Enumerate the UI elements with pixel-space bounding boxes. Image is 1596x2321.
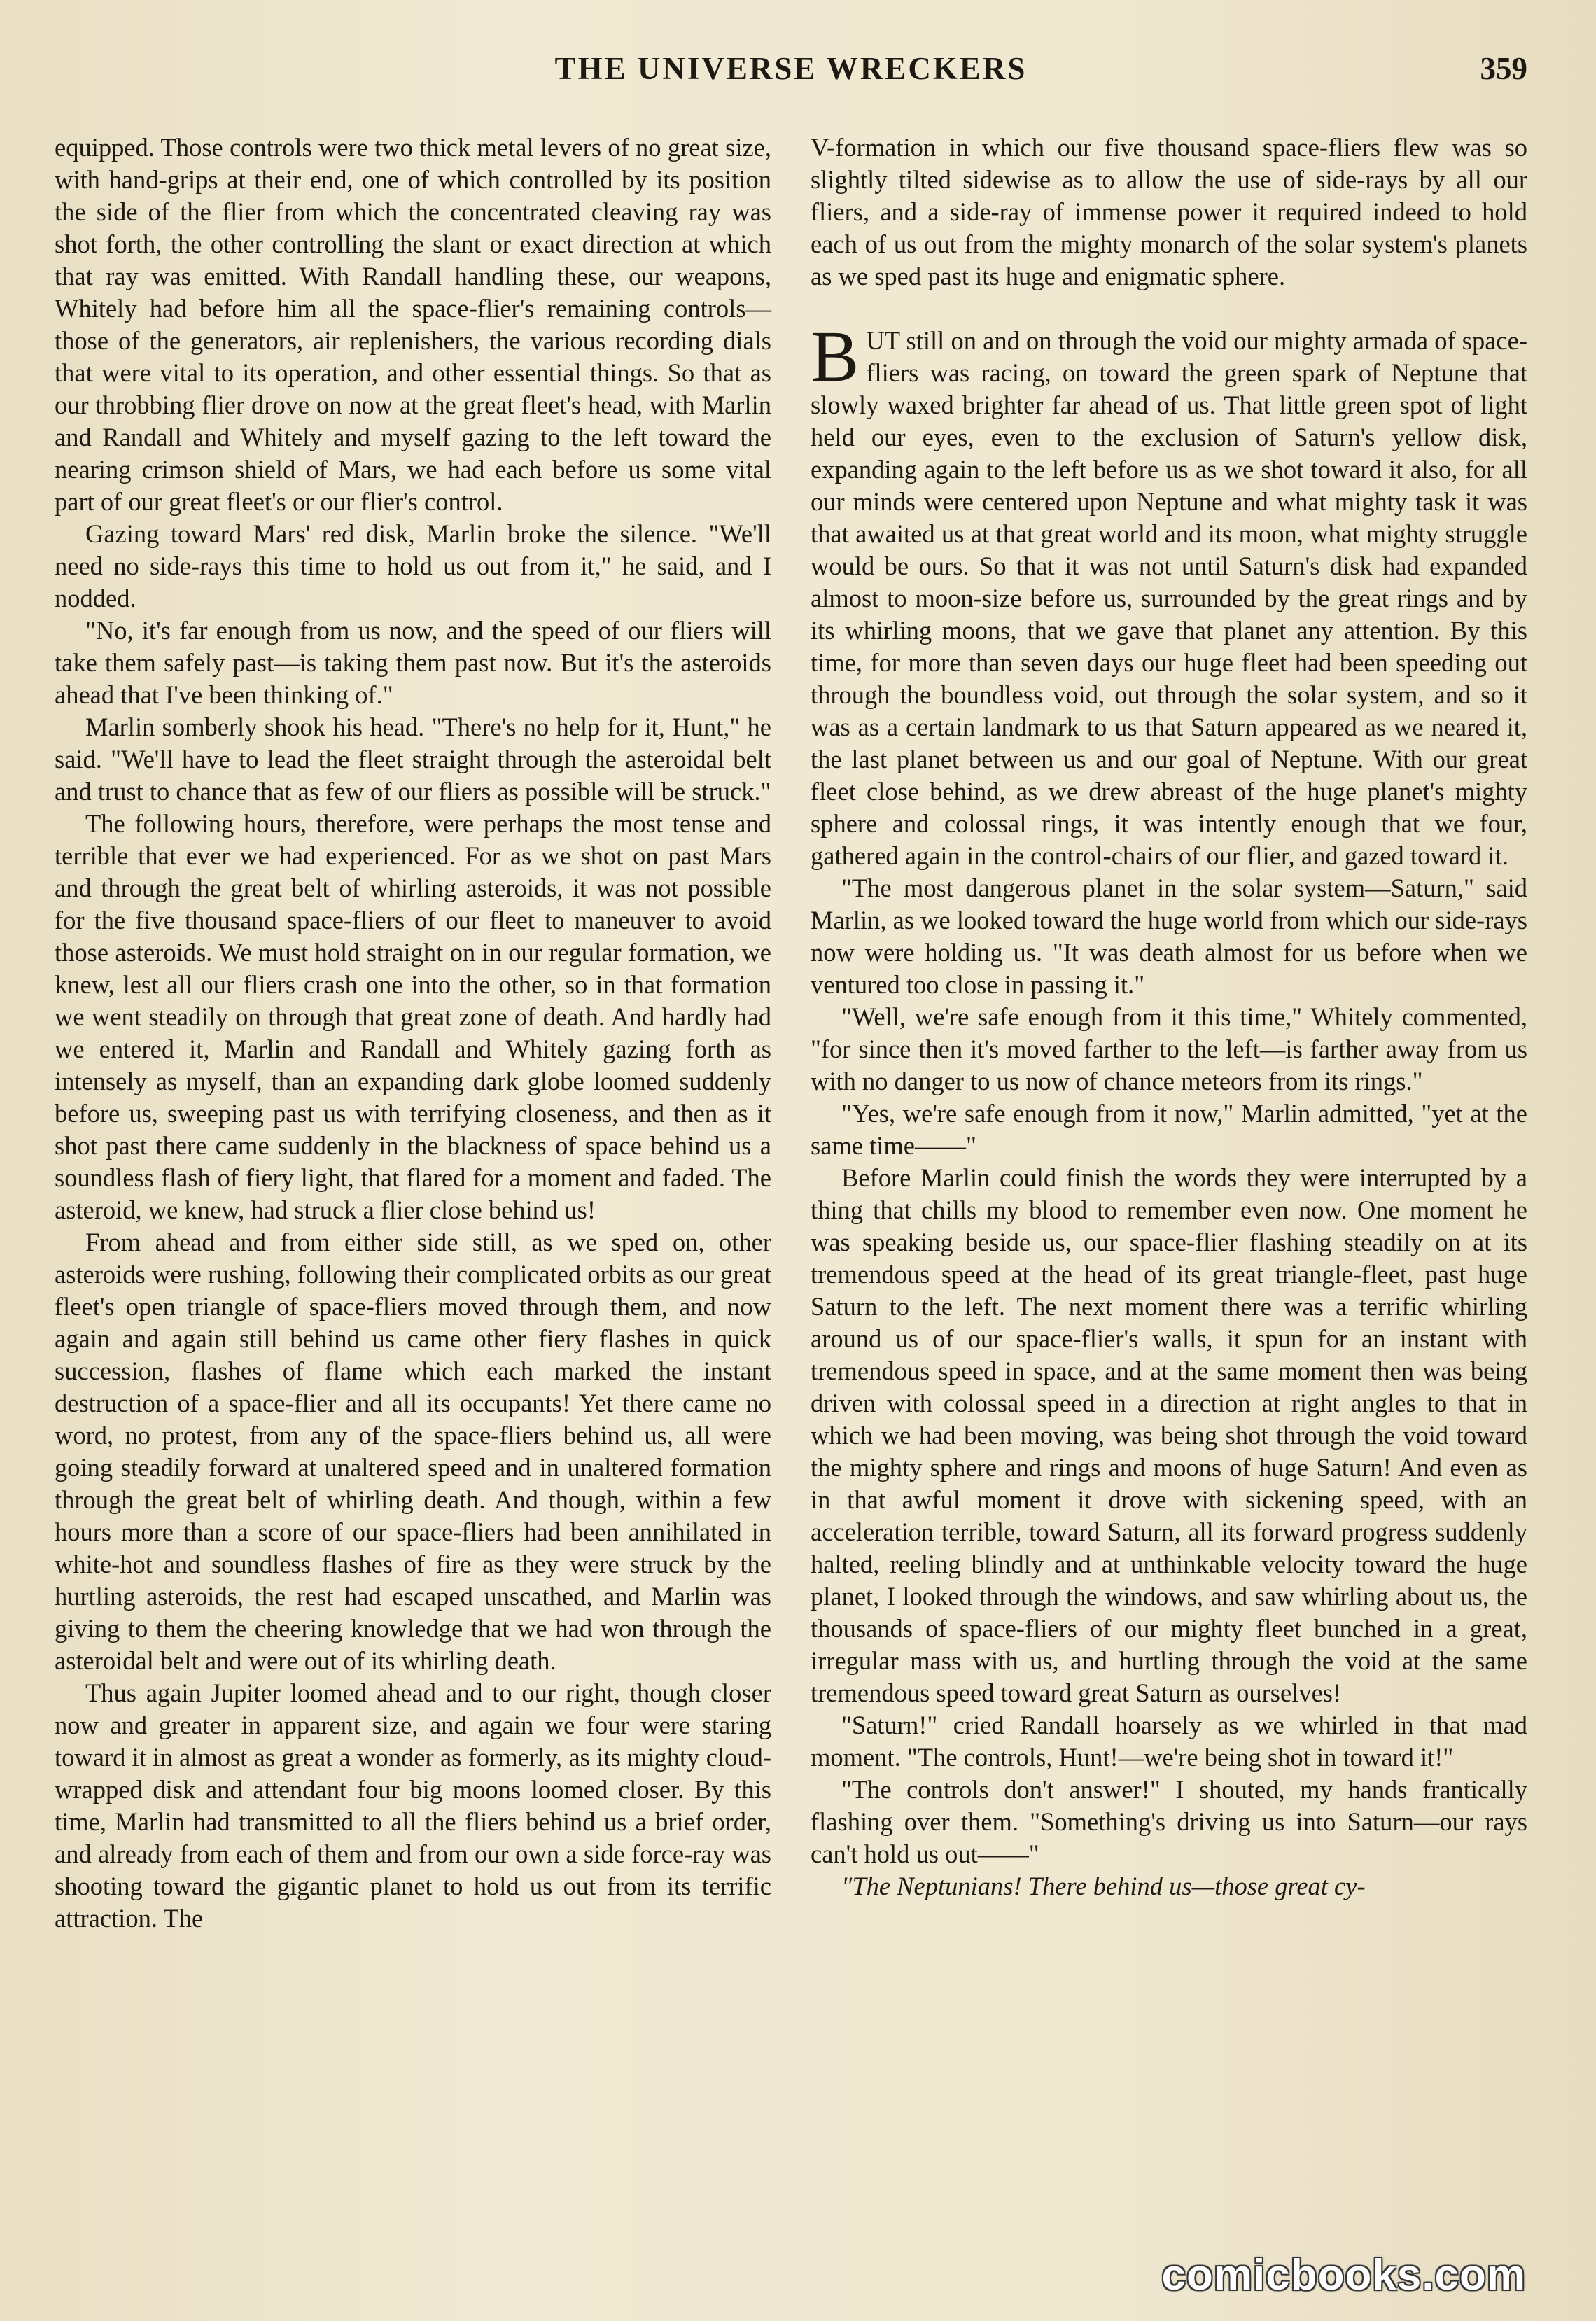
- paragraph: equipped. Those controls were two thick metal levers of no great size, with hand-grips at their end, one of which controlled by its position the side of the flier from which the concentrated cleaving ray was shot forth, the other controlling the slant or exact direction at which that ray was emitted. With Randall handling these, our weapons, Whitely had before him all the space-flier's remaining controls—those of the generators, air replenishers, the various recording dials that were vital to its operation, and other essential things. So that as our throbbing flier drove on now at the great fleet's head, with Marlin and Randall and Whitely and myself gazing to the left toward the nearing crimson shield of Mars, we had each before us some vital part of our great fleet's or our flier's control.: [55, 133, 771, 516]
- paragraph: "No, it's far enough from us now, and the speed of our fliers will take them safely past—is taking them past now. But it's the asteroids ahead that I've been thinking of.": [55, 616, 771, 709]
- section-start-paragraph: [811, 316, 1527, 872]
- paragraph: From ahead and from either side still, as we sped on, other asteroids were rushing, following their complicated orbits as our great fleet's open triangle of space-fliers moved through them, and now again and again still behind us came other fiery flashes in quick succession, flashes of flame which each marked the instant destruction of a space-flier and all its occupants! Yet there came no word, no protest, from any of the space-fliers behind us, all were going steadily forward at unaltered speed and in unaltered formation through the great belt of whirling death. And though, within a few hours more than a score of our space-fliers had been annihilated in white-hot and soundless flashes of fire as they were struck by the hurtling asteroids, the rest had escaped unscathed, and Marlin was giving to them the cheering knowledge that we had won through the asteroidal belt and were out of its whirling death.: [55, 1228, 771, 1675]
- drop-cap: B: [811, 316, 860, 397]
- paragraph-italic: "The Neptunians! There behind us—those great cy-: [841, 1872, 1366, 1900]
- paragraph: "Saturn!" cried Randall hoarsely as we whirled in that mad moment. "The controls, Hunt!—we're being shot in toward it!": [811, 1711, 1527, 1772]
- paragraph: "The controls don't answer!" I shouted, my hands frantically flashing over them. "Something's driving us into Saturn—our rays can't hold us out——": [811, 1775, 1527, 1868]
- paragraph: "Yes, we're safe enough from it now," Marlin admitted, "yet at the same time——": [811, 1099, 1527, 1160]
- running-title: THE UNIVERSE WRECKERS: [554, 51, 1028, 86]
- page-number: 359: [1480, 51, 1527, 86]
- paragraph: "The most dangerous planet in the solar system—Saturn," said Marlin, as we looked toward the huge world from which our side-rays now were holding us. "It was death almost for us before when we ventured too close in passing it.": [811, 874, 1527, 999]
- left-column: [55, 132, 771, 1935]
- right-column: [811, 132, 1527, 1935]
- page-header: [55, 50, 1527, 99]
- paragraph: "Well, we're safe enough from it this time," Whitely commented, "for since then it's moved farther to the left—is farther away from us with no danger to us now of chance meteors from its rings.": [811, 1002, 1527, 1095]
- paragraph: Gazing toward Mars' red disk, Marlin broke the silence. "We'll need no side-rays this time to hold us out from it," he said, and I nodded.: [55, 519, 771, 612]
- section-start-text: UT still on and on through the void our mighty armada of space-fliers was racing, on toward the green spark of Neptune that slowly waxed brighter far ahead of us. That little green spot of light held our eyes, even to the exclusion of Saturn's yellow disk, expanding again to the left before us as we shot toward it also, for all our minds were centered upon Neptune and what mighty task it was that awaited us at that great world and its moon, what mighty struggle would be ours. So that it was not until Saturn's disk had expanded almost to moon-size before us, surrounded by the great rings and by its whirling moons, that we gave that planet any attention. By this time, for more than seven days our huge fleet had been speeding out through the boundless void, out through the solar system, and so it was as a certain landmark to us that Saturn appeared as we neared it, the last planet between us and our goal of Neptune. With our great fleet close behind, as we drew abreast of the huge planet's mighty sphere and colossal rings, it was intently enough that we four, gathered again in the control-chairs of our flier, and gazed toward it.: [811, 326, 1527, 870]
- watermark: comicbooks.com: [1161, 2251, 1526, 2299]
- paragraph: The following hours, therefore, were perhaps the most tense and terrible that ever we had experienced. For as we shot on past Mars and through the great belt of whirling asteroids, it was not possible for the five thousand space-fliers of our fleet to maneuver to avoid those asteroids. We must hold straight on in our regular formation, we knew, lest all our fliers crash one into the other, so in that formation we went steadily on through that great zone of death. And hardly had we entered it, Marlin and Randall and Whitely gazing forth as intensely as myself, than an expanding dark globe loomed suddenly before us, sweeping past us with terrifying closeness, and then as it shot past there came suddenly in the blackness of space behind us a soundless flash of fiery light, that flared for a moment and faded. The asteroid, we knew, had struck a flier close behind us!: [55, 809, 771, 1224]
- paragraph: V-formation in which our five thousand space-fliers flew was so slightly tilted sidewise as to allow the use of side-rays by all our fliers, and a side-ray of immense power it required indeed to hold each of us out from the mighty monarch of the solar system's planets as we sped past its huge and enigmatic sphere.: [811, 133, 1527, 290]
- paragraph: Thus again Jupiter loomed ahead and to our right, though closer now and greater in apparent size, and again we four were staring toward it in almost as great a wonder as formerly, as its mighty cloud-wrapped disk and attendant four big moons loomed closer. By this time, Marlin had transmitted to all the fliers behind us a brief order, and already from each of them and from our own a side force-ray was shooting toward the gigantic planet to hold us out from its terrific attraction. The: [55, 1678, 771, 1933]
- paragraph: Marlin somberly shook his head. "There's no help for it, Hunt," he said. "We'll have to lead the fleet straight through the asteroidal belt and trust to chance that as few of our fliers as possible will be struck.": [55, 713, 771, 806]
- text-columns: [55, 132, 1527, 1935]
- paragraph: Before Marlin could finish the words they were interrupted by a thing that chills my blood to remember even now. One moment he was speaking beside us, our space-flier flashing steadily on at its tremendous speed at the head of its great triangle-fleet, past huge Saturn to the left. The next moment there was a terrific whirling around us of our space-flier's walls, it spun for an instant with tremendous speed in space, and at the same moment then was being driven with colossal speed in a direction at right angles to that in which we had been moving, was being shot through the void toward the mighty sphere and rings and moons of huge Saturn! And even as in that awful moment it drove with sickening speed, with an acceleration terrible, toward Saturn, all its forward progress suddenly halted, reeling blindly and at unthinkable velocity toward the huge planet, I looked through the windows, and saw whirling about us, the thousands of space-fliers of our mighty fleet bunched in a great, irregular mass with us, and hurtling through the void at the same tremendous speed toward great Saturn as ourselves!: [811, 1163, 1527, 1707]
